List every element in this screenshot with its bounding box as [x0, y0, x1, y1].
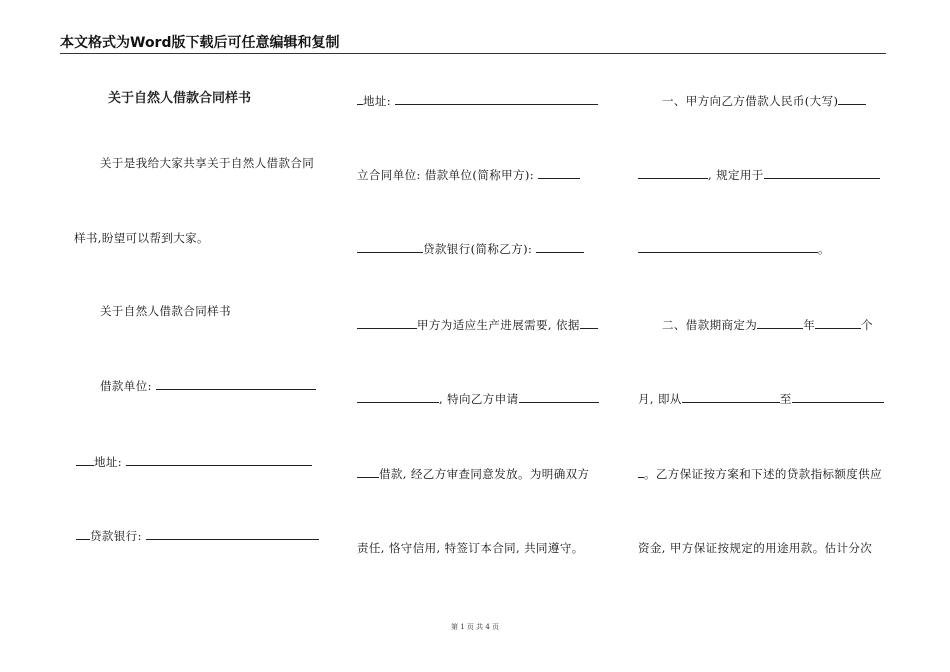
address-blank	[126, 454, 312, 466]
purpose-text: , 规定用于	[708, 168, 764, 182]
start-date-blank	[682, 391, 780, 403]
borrower-label: 借款单位:	[100, 379, 152, 393]
apply-line	[357, 391, 599, 406]
bank-label: 贷款银行:	[90, 529, 142, 543]
month-unit: 个	[861, 318, 874, 332]
section-subtitle: 关于自然人借款合同样书	[100, 304, 231, 318]
contract-party-text: 立合同单位: 借款单位(简称甲方):	[357, 168, 535, 182]
party-b-blank	[536, 241, 584, 253]
need-line	[357, 317, 598, 332]
address2-blank	[395, 93, 598, 105]
purpose-line	[638, 167, 880, 182]
address2-label: 地址:	[363, 94, 392, 108]
duty-line: 责任, 恪守信用, 特签订本合同, 共同遵守。	[357, 541, 584, 555]
item1-line	[662, 93, 866, 108]
bank-blank	[146, 528, 319, 540]
bank-party-text: 贷款银行(简称乙方):	[423, 242, 533, 256]
months-blank	[815, 317, 861, 329]
funds-line: 资金, 甲方保证按规定的用途用款。估计分次	[638, 541, 873, 555]
address-label: 地址:	[94, 455, 123, 469]
date-range-line	[638, 391, 884, 406]
address-field-2	[357, 93, 598, 108]
apply-blank	[519, 391, 599, 403]
bank-party-line	[357, 241, 584, 256]
loan-text: 借款, 经乙方审查同意发放。为明确双方	[379, 467, 590, 481]
guarantee-line	[638, 466, 882, 481]
item1-text: 一、甲方向乙方借款人民币(大写)	[662, 94, 839, 108]
borrower-field	[100, 378, 316, 393]
guarantee-text: 。乙方保证按方案和下述的贷款指标额度供应	[644, 467, 882, 481]
bank-field	[76, 528, 319, 543]
purpose-blank-2	[638, 241, 818, 253]
end-date-blank	[792, 391, 884, 403]
need-prefix-blank	[357, 317, 417, 329]
party-a-blank	[538, 167, 580, 179]
year-unit: 年	[803, 318, 816, 332]
to-text: 至	[779, 392, 792, 406]
document-title: 关于自然人借款合同样书	[108, 91, 252, 106]
intro-line-2: 样书,盼望可以帮到大家。	[74, 231, 209, 245]
apply-prefix-blank	[357, 391, 439, 403]
loan-prefix-blank	[357, 466, 379, 478]
intro-line-1: 关于是我给大家共享关于自然人借款合同	[100, 156, 315, 170]
basis-blank	[580, 317, 598, 329]
address-prefix-blank	[76, 454, 94, 466]
years-blank	[757, 317, 803, 329]
address-field	[76, 454, 312, 469]
need-text: 甲方为适应生产进展需要, 依据	[417, 318, 580, 332]
bank-prefix-blank	[76, 528, 90, 540]
borrower-blank	[156, 378, 316, 390]
item2-text: 二、借款期商定为	[662, 318, 758, 332]
loan-line	[357, 466, 589, 481]
amount-blank-2	[638, 167, 708, 179]
contract-party-line	[357, 167, 580, 182]
item2-line	[662, 317, 873, 332]
amount-blank	[838, 93, 866, 105]
purpose-end-line	[638, 241, 830, 256]
purpose-blank	[764, 167, 880, 179]
page-footer: 第 1 页 共 4 页	[450, 623, 500, 631]
apply-text: , 特向乙方申请	[439, 392, 519, 406]
document-header: 本文格式为Word版下载后可任意编辑和复制	[60, 33, 886, 54]
purpose-end: 。	[818, 242, 830, 256]
date-range-text: 月, 即从	[638, 392, 682, 406]
bank-party-prefix-blank	[357, 241, 423, 253]
